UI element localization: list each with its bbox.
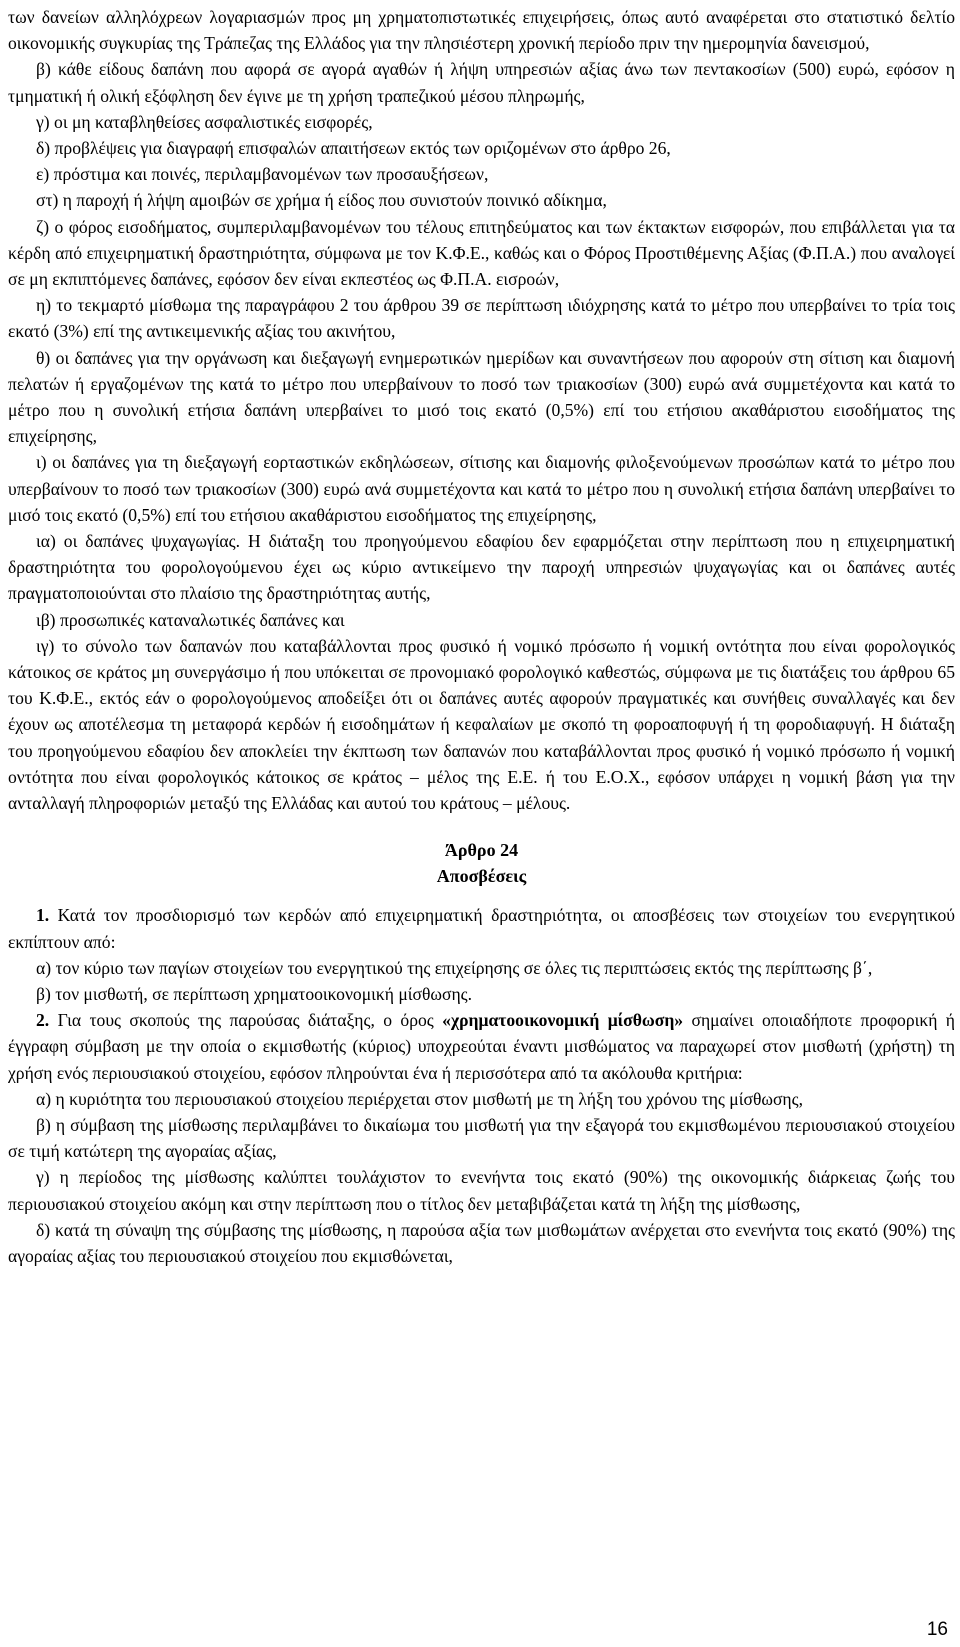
list-item-ig: ιγ) το σύνολο των δαπανών που καταβάλλονται προς φυσικό ή νομικό πρόσωπο ή νομική οντότητα που είναι φορολογικός κάτοικος σε κράτος μη συνεργάσιμο ή που υπόκειται σε προνομιακό φορολογικό καθεστώς, σύμφωνα με τις διατάξεις του άρθρου 65 του Κ.Φ.Ε., εκτός εάν ο φορολογούμενος αποδείξει ότι οι δαπάνες αυτές αφορούν πραγματικές και συνήθεις συναλλαγές και δεν έχουν ως αποτέλεσμα τη μεταφορά κερδών ή εισοδημάτων ή κεφαλαίων με σκοπό τη φοροαποφυγή ή τη φοροδιαφυγή. Η διάταξη του προηγούμενου εδαφίου δεν αποκλείει την έκπτωση των δαπανών που καταβάλλονται προς φυσικό ή νομικό πρόσωπο ή νομική οντότητα που είναι φορολογικός κάτοικος σε κράτος – μέλος της Ε.Ε. ή του Ε.Ο.Χ., εφόσον υπάρχει η νομική βάση για την ανταλλαγή πληροφοριών μεταξύ της Ελλάδας και αυτού του κράτους – μέλους. bbox=[8, 635, 955, 814]
paragraph-2-term: «χρηματοοικονομική μίσθωση» bbox=[442, 1010, 684, 1031]
list-item-i: η) το τεκμαρτό μίσθωμα της παραγράφου 2 του άρθρου 39 σε περίπτωση ιδιόχρησης κατά το μέτρο που υπερβαίνει το τρία τοις εκατό (3%) επί της αντικειμενικής αξίας του ακινήτου, bbox=[8, 295, 955, 342]
article-heading bbox=[8, 837, 955, 889]
paragraph-1-item-a: α) τον κύριο των παγίων στοιχείων του ενεργητικού της επιχείρησης σε όλες τις περιπτώσεις εκτός της περίπτωσης β΄, bbox=[36, 957, 873, 978]
article-number: Άρθρο 24 bbox=[444, 840, 519, 861]
list-item-b: β) κάθε είδους δαπάνη που αφορά σε αγορά αγαθών ή λήψη υπηρεσιών αξίας άνω των πεντακοσίων (500) ευρώ, εφόσον η τμηματική ή ολική εξόφληση δεν έγινε με τη χρήση τραπεζικού μέσου πληρωμής, bbox=[8, 59, 955, 106]
list-item-e: ε) πρόστιμα και ποινές, περιλαμβανομένων των προσαυξήσεων, bbox=[36, 164, 489, 185]
list-item-c: γ) οι μη καταβληθείσες ασφαλιστικές εισφορές, bbox=[36, 111, 373, 132]
paragraph-1-item-b: β) τον μισθωτή, σε περίπτωση χρηματοοικονομική μίσθωσης. bbox=[36, 983, 473, 1004]
paragraph-2-item-b: β) η σύμβαση της μίσθωσης περιλαμβάνει το δικαίωμα του μισθωτή για την εξαγορά του εκμισθωμένου περιουσιακού στοιχείου σε τιμή κατώτερη της αγοραίας αξίας, bbox=[8, 1114, 955, 1162]
list-item-ib: ιβ) προσωπικές καταναλωτικές δαπάνες και bbox=[36, 609, 345, 630]
paragraph-2-number: 2. bbox=[36, 1010, 50, 1031]
list-item-ia: ια) οι δαπάνες ψυχαγωγίας. Η διάταξη του προηγούμενου εδαφίου δεν εφαρμόζεται στην περίπτωση που η επιχειρηματική δραστηριότητα του φορολογούμενου έχει ως κύριο αντικείμενο την παροχή υπηρεσιών ψυχαγωγίας και οι δαπάνες αυτές πραγματοποιούνται στο πλαίσιο της δραστηριότητας αυτής, bbox=[8, 531, 955, 604]
paragraph-2-item-a: α) η κυριότητα του περιουσιακού στοιχείου περιέρχεται στον μισθωτή με τη λήξη του χρόνου της μίσθωσης, bbox=[36, 1088, 804, 1109]
list-item-st: στ) η παροχή ή λήψη αμοιβών σε χρήμα ή είδος που συνιστούν ποινικό αδίκημα, bbox=[36, 190, 607, 211]
list-item-iota: ι) οι δαπάνες για τη διεξαγωγή εορταστικών εκδηλώσεων, σίτισης και διαμονής φιλοξενούμενων προσώπων κατά το μέτρο που υπερβαίνουν το ποσό των τριακοσίων (300) ευρώ ανά συμμετέχοντα και κατά το μέτρο που η συνολική ετήσια δαπάνη υπερβαίνει το μισό τοις εκατό (0,5%) επί του ετήσιου ακαθάριστου εισοδήματος της επιχείρησης, bbox=[8, 452, 955, 525]
paragraph-1-text: Κατά τον προσδιορισμό των κερδών από επιχειρηματική δραστηριότητα, οι αποσβέσεις των στοιχείων του ενεργητικού εκπίπτουν από: bbox=[8, 905, 955, 952]
document-page bbox=[8, 4, 955, 1269]
page-number: 16 bbox=[926, 1619, 948, 1640]
paragraph-2-item-c: γ) η περίοδος της μίσθωσης καλύπτει τουλάχιστον το ενενήντα τοις εκατό (90%) της οικονομικής διάρκειας ζωής του περιουσιακού στοιχείου ακόμη και στην περίπτωση που ο τίτλος δεν μεταβιβάζεται κατά τη λήξη της μίσθωσης, bbox=[8, 1167, 955, 1214]
list-item-th: θ) οι δαπάνες για την οργάνωση και διεξαγωγή ενημερωτικών ημερίδων και συναντήσεων που αφορούν στη σίτιση και διαμονή πελατών ή εργαζομένων της κατά το μέτρο που υπερβαίνουν το ποσό των τριακοσίων (300) ευρώ ανά συμμετέχοντα και κατά το μέτρο που η συνολική ετήσια δαπάνη υπερβαίνει το μισό τοις εκατό (0,5%) επί του ετήσιου ακαθάριστου εισοδήματος της επιχείρησης, bbox=[8, 347, 955, 447]
list-item-z: ζ) ο φόρος εισοδήματος, συμπεριλαμβανομένων του τέλους επιτηδεύματος και των έκτακτων εισφορών, που επιβάλλεται για τα κέρδη από επιχειρηματική δραστηριότητα, σύμφωνα με τον Κ.Φ.Ε., καθώς και ο Φόρος Προστιθέμενης Αξίας (Φ.Π.Α.) που αναλογεί σε μη εκπιπτόμενες δαπάνες, εφόσον δεν είναι εκπεστέος ως Φ.Π.Α. εισροών, bbox=[8, 216, 955, 290]
article-title: Αποσβέσεις bbox=[436, 866, 527, 887]
paragraph-1-number: 1. bbox=[36, 905, 50, 926]
paragraphs-before bbox=[8, 4, 955, 816]
paragraph-1 bbox=[8, 902, 955, 954]
list-item-d: δ) προβλέψεις για διαγραφή επισφαλών απαιτήσεων εκτός των οριζομένων στο άρθρο 26, bbox=[36, 138, 671, 159]
paragraph-2 bbox=[8, 1007, 955, 1086]
paragraph-2-item-d: δ) κατά τη σύναψη της σύμβασης της μίσθωσης, η παρούσα αξία των μισθωμάτων ανέρχεται στο ενενήντα τοις εκατό (90%) της αγοραίας αξίας του περιουσιακού στοιχείου που εκμισθώνεται, bbox=[8, 1219, 955, 1266]
paragraph-2-text-after: σημαίνει οποιαδήποτε προφορική ή έγγραφη σύμβαση με την οποία ο εκμισθωτής (κύριος) υποχρεούται έναντι μισθώματος να παραχωρεί στον μισθωτή (χρήστη) τη χρήση ενός περιουσιακού στοιχείου, εφόσον πληρούνται ένα ή περισσότερα από τα ακόλουθα κριτήρια: bbox=[8, 1010, 956, 1083]
paragraph-2-text-before: Για τους σκοπούς της παρούσας διάταξης, ο όρος bbox=[49, 1010, 443, 1031]
paragraph-continued: των δανείων αλληλόχρεων λογαριασμών προς μη χρηματοπιστωτικές επιχειρήσεις, όπως αυτό αναφέρεται στο στατιστικό δελτίο οικονομικής συγκυρίας της Τράπεζας της Ελλάδος για την πλησιέστερη χρονική περίοδο πριν την ημερομηνία δανεισμού, bbox=[8, 7, 955, 54]
